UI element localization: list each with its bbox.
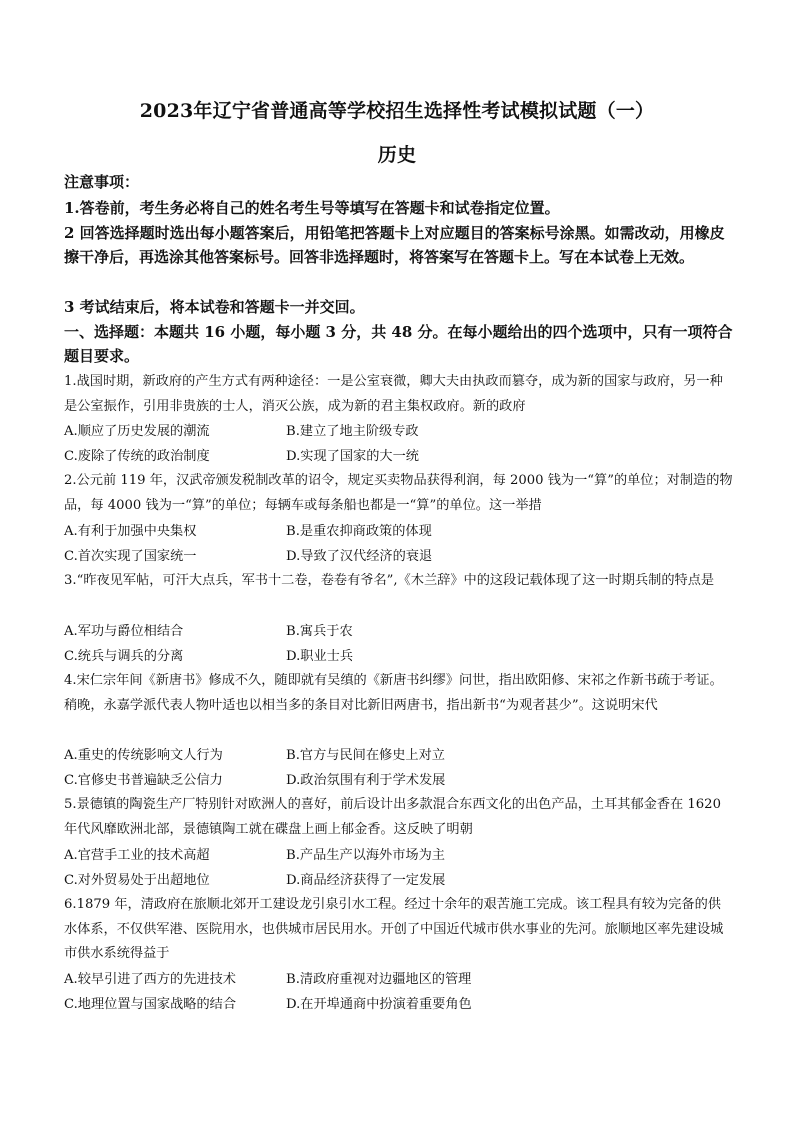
option-row xyxy=(64,545,734,569)
option-a[interactable]: A.官营手工业的技术高超 xyxy=(64,848,210,863)
option-b[interactable]: B.是重农抑商政策的体现 xyxy=(286,524,432,539)
note-item: 1.答卷前，考生务必将自己的姓名考生号等填写在答题卡和试卷指定位置。 xyxy=(64,199,560,217)
option-d[interactable]: D.职业士兵 xyxy=(286,649,354,664)
option-a[interactable]: A.有利于加强中央集权 xyxy=(64,524,197,539)
option-a[interactable]: A.顺应了历史发展的潮流 xyxy=(64,424,210,439)
question-stem: 4.宋仁宗年间《新唐书》修成不久，随即就有吴缜的《新唐书纠缪》问世，指出欧阳修、宋祁之作新书疏于考证。稍晚，永嘉学派代表人物叶适也以相当多的条目对比新旧两唐书，指出新书“为观者甚少”。这说明宋代 xyxy=(64,673,723,713)
option-row xyxy=(64,420,734,444)
option-d[interactable]: D.商品经济获得了一定发展 xyxy=(286,873,446,888)
question-stem: 2.公元前 119 年，汉武帝颁发税制改革的诏令，规定买卖物品获得利润，每 2000 钱为一“算”的单位；对制造的物品，每 4000 钱为一“算”的单位；每辆车或每条船也都是一“算”的单位。这一举措 xyxy=(64,473,733,513)
question-stem: 1.战国时期，新政府的产生方式有两种途径：一是公室衰微，卿大夫由执政而篡夺，成为新的国家与政府，另一种是公室振作，引用非贵族的士人，消灭公族，成为新的君主集权政府。新的政府 xyxy=(64,374,723,414)
option-row xyxy=(64,744,734,768)
option-row xyxy=(64,769,734,793)
subject-title: 历史 xyxy=(377,144,417,166)
option-b[interactable]: B.清政府重视对边疆地区的管理 xyxy=(286,972,472,987)
question-stem: 5.景德镇的陶瓷生产厂特别针对欧洲人的喜好，前后设计出多款混合东西文化的出色产品，土耳其郁金香在 1620 年代风靡欧洲北部，景德镇陶工就在碟盘上画上郁金香。这反映了明朝 xyxy=(64,797,721,837)
option-row xyxy=(64,844,734,868)
option-c[interactable]: C.首次实现了国家统一 xyxy=(64,549,197,564)
notes-heading: 注意事项： xyxy=(64,173,140,191)
option-c[interactable]: C.废除了传统的政治制度 xyxy=(64,449,210,464)
option-b[interactable]: B.产品生产以海外市场为主 xyxy=(286,848,445,863)
option-b[interactable]: B.建立了地主阶级专政 xyxy=(286,424,419,439)
option-a[interactable]: A.军功与爵位相结合 xyxy=(64,624,184,639)
option-a[interactable]: A.较早引进了西方的先进技术 xyxy=(64,972,236,987)
option-c[interactable]: C.地理位置与国家战略的结合 xyxy=(64,997,237,1012)
option-d[interactable]: D.实现了国家的大一统 xyxy=(286,449,419,464)
option-c[interactable]: C.对外贸易处于出超地位 xyxy=(64,873,210,888)
option-row xyxy=(64,869,734,893)
option-b[interactable]: B.官方与民间在修史上对立 xyxy=(286,748,445,763)
option-row xyxy=(64,645,734,669)
note-item: 3 考试结束后，将本试卷和答题卡一并交回。 xyxy=(64,298,365,316)
option-d[interactable]: D.政治氛围有利于学术发展 xyxy=(286,773,446,788)
option-row xyxy=(64,520,734,544)
option-d[interactable]: D.导致了汉代经济的衰退 xyxy=(286,549,433,564)
exam-title: 2023年辽宁省普通高等学校招生选择性考试模拟试题（一） xyxy=(139,100,655,122)
option-row xyxy=(64,620,734,644)
option-c[interactable]: C.统兵与调兵的分离 xyxy=(64,649,184,664)
option-c[interactable]: C.官修史书普遍缺乏公信力 xyxy=(64,773,223,788)
question-stem: 6.1879 年，清政府在旅顺北郊开工建设龙引泉引水工程。经过十余年的艰苦施工完成。该工程具有较为完备的供水体系，不仅供军港、医院用水，也供城市居民用水。开创了中国近代城市供水事业的先河。旅顺地区率先建设城市供水系统得益于 xyxy=(64,897,724,961)
section-heading: 一、选择题：本题共 16 小题，每小题 3 分，共 48 分。在每小题给出的四个选项中，只有一项符合题目要求。 xyxy=(64,323,733,365)
question-stem: 3.“昨夜见军帖，可汗大点兵，军书十二卷，卷卷有爷名”,《木兰辞》中的这段记载体现了这一时期兵制的特点是 xyxy=(64,573,715,588)
note-item: 2 回答选择题时选出每小题答案后，用铅笔把答题卡上对应题目的答案标号涂黑。如需改动，用橡皮擦干净后，再选涂其他答案标号。回答非选择题时，将答案写在答题卡上。写在本试卷上无效。 xyxy=(64,224,725,266)
option-b[interactable]: B.寓兵于农 xyxy=(286,624,353,639)
option-row xyxy=(64,993,734,1017)
option-a[interactable]: A.重史的传统影响文人行为 xyxy=(64,748,223,763)
option-row xyxy=(64,445,734,469)
option-d[interactable]: D.在开埠通商中扮演着重要角色 xyxy=(286,997,472,1012)
option-row xyxy=(64,968,734,992)
